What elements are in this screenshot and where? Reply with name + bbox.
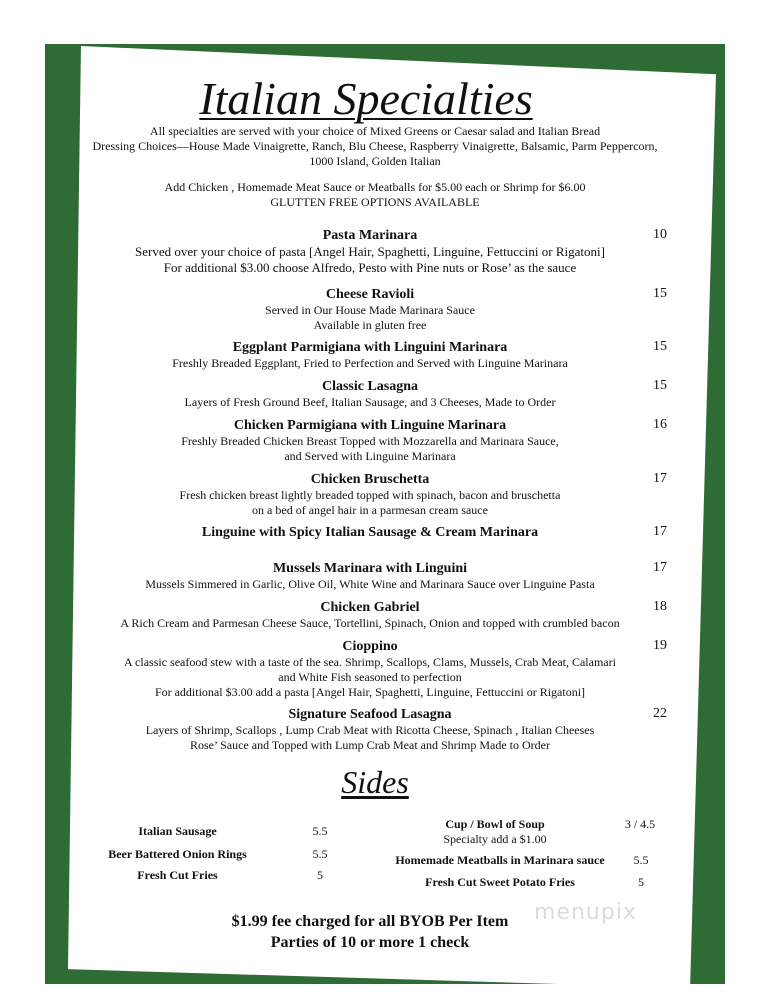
side-item-name: Homemade Meatballs in Marinara sauce — [395, 853, 605, 867]
menu-item-seafood-lasagna — [90, 706, 650, 753]
item-desc: on a bed of angel hair in a parmesan cream sauce — [252, 503, 488, 517]
menu-item-pasta-marinara — [90, 227, 650, 276]
menu-item-cheese-ravioli — [90, 286, 650, 333]
intro-line: Dressing Choices—House Made Vinaigrette, Ranch, Blu Cheese, Raspberry Vinaigrette, Balsamic, Parm Peppercorn, — [92, 139, 658, 153]
menu-item-linguine-spicy-sausage — [90, 524, 650, 541]
menu-item-chicken-gabriel — [90, 599, 650, 631]
intro-line: All specialties are served with your choice of Mixed Greens or Caesar salad and Italian Bread — [149, 124, 601, 138]
item-price: 10 — [653, 227, 667, 242]
item-name: Chicken Gabriel — [320, 600, 420, 615]
side-item-price: 5.5 — [312, 847, 328, 861]
item-name: Cheese Ravioli — [325, 287, 415, 302]
item-desc: Layers of Shrimp, Scallops , Lump Crab Meat with Ricotta Cheese, Spinach , Italian Cheeses — [145, 723, 595, 737]
item-desc: A classic seafood stew with a taste of the sea. Shrimp, Scallops, Clams, Mussels, Crab Meat, Calamari — [124, 655, 616, 669]
item-price: 15 — [653, 339, 667, 354]
item-price: 17 — [653, 560, 667, 575]
item-desc: Served in Our House Made Marinara Sauce — [265, 303, 475, 317]
item-price: 17 — [653, 524, 667, 539]
item-desc: For additional $3.00 add a pasta [Angel Hair, Spaghetti, Linguine, Fettuccini or Rigatoni] — [154, 685, 586, 699]
addon-text — [80, 180, 670, 210]
side-item-name: Cup / Bowl of Soup — [445, 817, 545, 831]
item-price: 15 — [653, 286, 667, 301]
item-desc: Mussels Simmered in Garlic, Olive Oil, White Wine and Marinara Sauce over Linguine Pasta — [145, 577, 595, 591]
item-price: 19 — [653, 638, 667, 653]
side-item-price: 5 — [317, 868, 323, 882]
item-name: Pasta Marinara — [322, 228, 418, 243]
page-title: Italian Specialties — [199, 73, 533, 124]
item-name: Classic Lasagna — [321, 379, 419, 394]
item-price: 15 — [653, 378, 667, 393]
intro-line: 1000 Island, Golden Italian — [309, 154, 441, 168]
item-desc: Available in gluten free — [313, 318, 427, 332]
side-item-price: 5 — [638, 875, 644, 889]
item-desc: Rose’ Sauce and Topped with Lump Crab Meat and Shrimp Made to Order — [190, 738, 550, 752]
item-desc: Served over your choice of pasta [Angel Hair, Spaghetti, Linguine, Fettuccini or Rigatoni] — [135, 244, 605, 259]
gluten-line: GLUTTEN FREE OPTIONS AVAILABLE — [270, 195, 480, 209]
item-name: Linguine with Spicy Italian Sausage & Cream Marinara — [201, 525, 539, 540]
item-desc: Freshly Breaded Eggplant, Fried to Perfection and Served with Linguine Marinara — [172, 356, 568, 370]
item-price: 18 — [653, 599, 667, 614]
menu-item-chicken-parmigiana — [90, 417, 650, 464]
side-item-note: Specialty add a $1.00 — [443, 832, 547, 846]
side-item-price: 3 / 4.5 — [624, 817, 656, 831]
item-name: Mussels Marinara with Linguini — [272, 561, 468, 576]
item-desc: and White Fish seasoned to perfection — [278, 670, 462, 684]
item-price: 16 — [653, 417, 667, 432]
side-item-name: Fresh Cut Fries — [137, 868, 218, 882]
item-name: Eggplant Parmigiana with Linguini Marinara — [232, 340, 508, 355]
item-desc: Fresh chicken breast lightly breaded topped with spinach, bacon and bruschetta — [179, 488, 561, 502]
item-name: Chicken Parmigiana with Linguine Marinara — [233, 418, 507, 433]
intro-text — [80, 124, 670, 169]
item-desc: A Rich Cream and Parmesan Cheese Sauce, Tortellini, Spinach, Onion and topped with crumbled bacon — [120, 616, 620, 630]
item-price: 22 — [653, 706, 667, 721]
side-item-price: 5.5 — [312, 824, 328, 838]
addon-line: Add Chicken , Homemade Meat Sauce or Meatballs for $5.00 each or Shrimp for $6.00 — [164, 180, 586, 194]
menu-item-chicken-bruschetta — [90, 471, 650, 518]
sides-title: Sides — [341, 764, 409, 800]
item-name: Chicken Bruschetta — [310, 472, 430, 487]
side-item-name: Fresh Cut Sweet Potato Fries — [425, 875, 575, 889]
item-desc: For additional $3.00 choose Alfredo, Pesto with Pine nuts or Rose’ as the sauce — [163, 260, 577, 275]
item-desc: and Served with Linguine Marinara — [284, 449, 456, 463]
menu-item-eggplant-parmigiana — [90, 339, 650, 371]
item-name: Signature Seafood Lasagna — [288, 707, 452, 722]
side-item-name: Beer Battered Onion Rings — [108, 847, 247, 861]
byob-fee-notice: $1.99 fee charged for all BYOB Per Item — [231, 913, 509, 930]
side-item-name: Italian Sausage — [138, 824, 217, 838]
item-desc: Layers of Fresh Ground Beef, Italian Sausage, and 3 Cheeses, Made to Order — [184, 395, 556, 409]
party-check-notice: Parties of 10 or more 1 check — [270, 934, 470, 951]
watermark-logo: menupix — [534, 900, 637, 925]
item-name: Cioppino — [342, 639, 398, 654]
menu-item-cioppino — [90, 638, 650, 700]
menu-item-mussels-marinara — [90, 560, 650, 592]
side-item-price: 5.5 — [633, 853, 649, 867]
item-price: 17 — [653, 471, 667, 486]
item-desc: Freshly Breaded Chicken Breast Topped with Mozzarella and Marinara Sauce, — [181, 434, 559, 448]
menu-item-classic-lasagna — [90, 378, 650, 410]
